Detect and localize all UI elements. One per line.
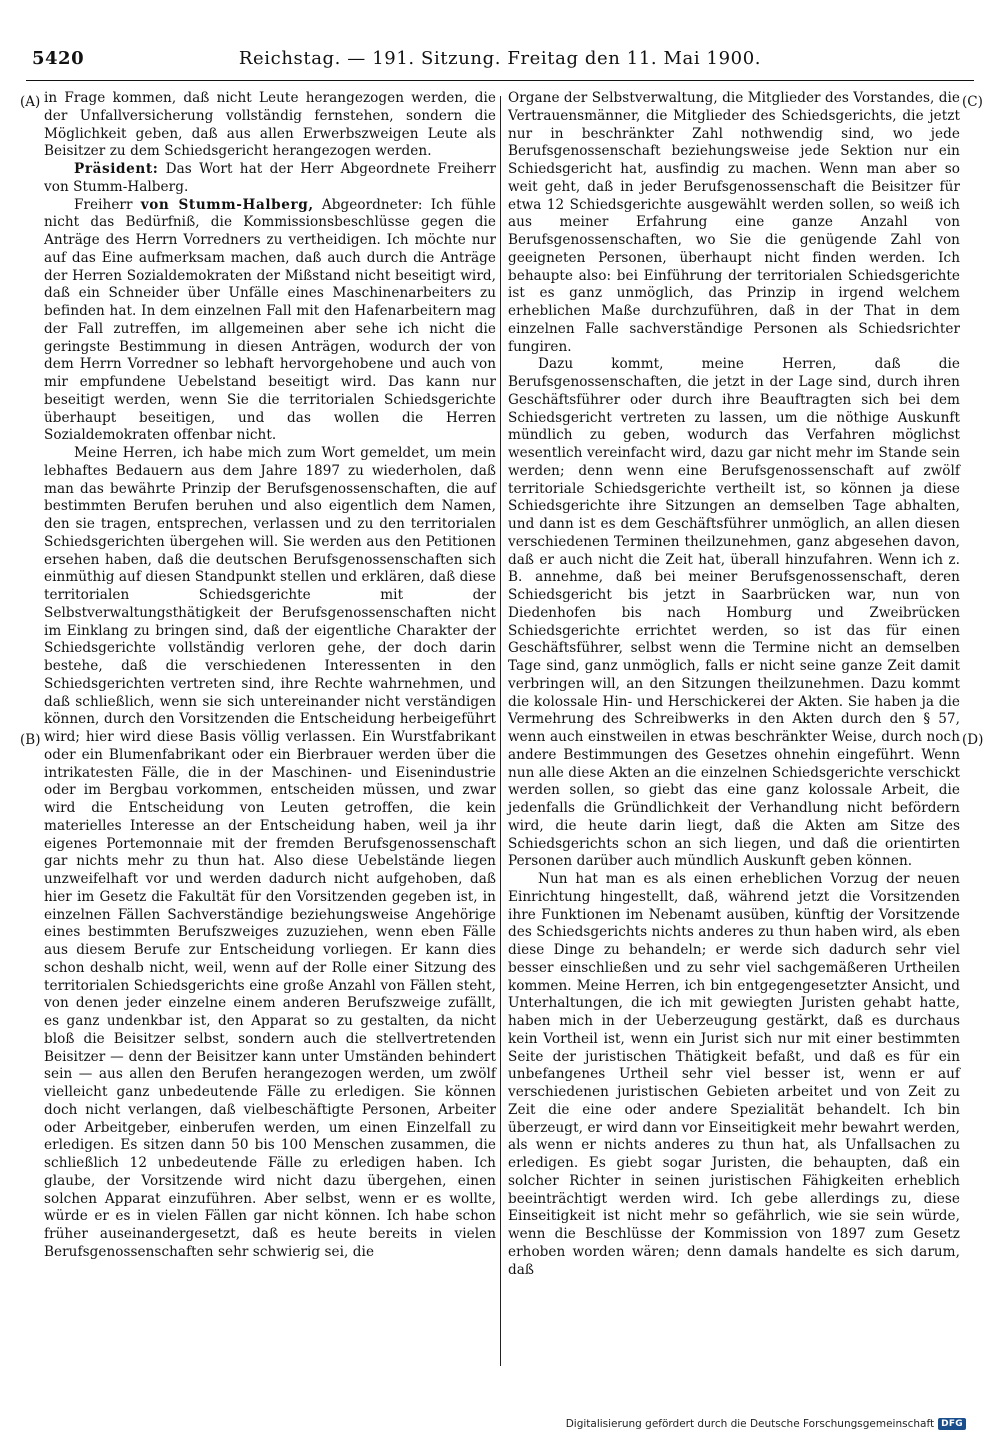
margin-marker-a: (A): [20, 94, 41, 110]
credit-text: Digitalisierung gefördert durch die Deutsche Forschungsgemeinschaft: [565, 1418, 935, 1430]
dfg-logo: DFG: [938, 1418, 966, 1430]
paragraph: [44, 161, 496, 197]
margin-marker-c: (C): [962, 94, 983, 110]
paragraph: [44, 197, 496, 446]
speaker-name: von Stumm-Halberg,: [140, 196, 314, 213]
speech-text: Abgeordneter: Ich fühle nicht das Bedürfniß, die Kommissionsbeschlüsse gegen die Anträge des Herrn Vorredners zu vertheidigen. Ich möchte nur auf das Eine aufmerksam machen, daß auch durch die Anträge der Herren Sozialdemokraten der Mißstand nicht beseitigt wird, daß ein Schneider über Unfälle eines Maschinenarbeiters zu befinden hat. In dem einzelnen Fall mit den Hafenarbeitern mag der Fall zutreffen, im allgemeinen aber sehe ich nicht die geringste Bestimmung in diesen Anträgen, wodurch der von dem Herrn Vorredner so lebhaft hervorgehobene und auch von mir empfundene Uebelstand beseitigt wird. Das kann nur beseitigt werden, wenn Sie die territorialen Schiedsgerichte überhaupt beseitigen, und das wollen die Herren Sozialdemokraten offenbar nicht.: [44, 196, 497, 444]
speaker-name: Präsident:: [74, 161, 159, 177]
right-column: [508, 90, 960, 1279]
left-column: [44, 90, 496, 1262]
column-divider: [500, 96, 501, 1366]
margin-marker-b: (B): [20, 732, 41, 748]
page-number: 5420: [32, 48, 85, 69]
paragraph: Organe der Selbstverwaltung, die Mitglieder des Vorstandes, die Vertrauensmänner, die Mitglieder des Schiedsgerichts, die jetzt nur in beschränkter Zahl nothwendig sind, wo jede Berufsgenossenschaft beziehungsweise jede Sektion nur ein Schiedsgericht hat, ausfindig zu machen. Wenn man aber so weit geht, daß in jeder Berufsgenossenschaft die Beisitzer für etwa 12 Schiedsgerichte ausgewählt werden sollen, so weiß ich aus meiner Erfahrung eine ganze Anzahl von Berufsgenossenschaften, wo Sie die genügende Zahl von geeigneten Personen, überhaupt nicht finden werden. Ich behaupte also: bei Einführung der territorialen Schiedsgerichte ist es ganz unmöglich, das Prinzip in irgend welchem erheblichen Maße durchzuführen, daß in der That in dem einzelnen Falle sachverständige Personen als Schiedsrichter fungiren.: [508, 90, 960, 355]
speech-text: Das Wort hat der Herr Abgeordnete Freiherr von Stumm-Halberg.: [44, 161, 496, 195]
header-rule: [26, 80, 974, 81]
digitization-credit: [566, 1418, 966, 1430]
speaker-title: Freiherr: [74, 196, 141, 213]
page-header: [26, 46, 974, 74]
paragraph: in Frage kommen, daß nicht Leute herangezogen werden, die der Unfallversicherung vollständig fernstehen, sondern die Möglichkeit geben, daß aus allen Erwerbszweigen Leute als Beisitzer zu dem Schiedsgericht herangezogen werden.: [44, 90, 496, 160]
paragraph: Nun hat man es als einen erheblichen Vorzug der neuen Einrichtung hingestellt, daß, während jetzt die Vorsitzenden ihre Funktionen im Nebenamt ausüben, künftig der Vorsitzende des Schiedsgerichts nichts anderes zu thun haben wird, als eben diese Dinge zu behandeln; er werde sich dadurch sehr viel besser einschließen und zu sehr viel sachgemäßeren Urtheilen kommen. Meine Herren, ich bin entgegengesetzter Ansicht, und Unterhaltungen, die ich mit gewiegten Juristen gehabt hatte, haben mich in der Ueberzeugung gestärkt, daß es durchaus kein Vortheil ist, wenn ein Jurist sich nur mit einer bestimmten Seite der juristischen Thätigkeit befaßt, und daß es für ein unbefangenes Urtheil sehr viel besser ist, wenn er auf verschiedenen juristischen Gebieten arbeitet und von Zeit zu Zeit die eine oder andere Spezialität behandelt. Ich bin überzeugt, er wird dann vor Einseitigkeit mehr bewahrt werden, als wenn er nichts anderes zu thun hat, als Unfallsachen zu erledigen. Es giebt sogar Juristen, die behaupten, daß ein solcher Richter in seinen juristischen Fähigkeiten erheblich beeinträchtigt werden wird. Ich gebe allerdings zu, diese Einseitigkeit ist nicht mehr so gefährlich, wie sie sein würde, wenn die Beschlüsse der Kommission von 1897 zum Gesetz erhoben worden wären; denn damals handelte es sich darum, daß: [508, 871, 960, 1278]
running-head: Reichstag. — 191. Sitzung. Freitag den 11. Mai 1900.: [238, 48, 762, 69]
margin-marker-d: (D): [962, 732, 984, 748]
paragraph: Meine Herren, ich habe mich zum Wort gemeldet, um mein lebhaftes Bedauern aus dem Jahre 1897 zu wiederholen, daß man das bewährte Prinzip der Berufsgenossenschaften, die auf bestimmten Berufen beruhen und also eigentlich dem Namen, den sie tragen, entsprechen, verlassen und zu den territorialen Schiedsgerichten übergehen will. Sie werden aus den Petitionen ersehen haben, daß die deutschen Berufsgenossenschaften sich einmüthig auf diesen Standpunkt stellen und erklären, daß diese territorialen Schiedsgerichte mit der Selbstverwaltungsthätigkeit der Berufsgenossenschaften nicht im Einklang zu bringen sind, daß der eigentliche Charakter der Schiedsgerichte vollständig verloren gehe, der doch darin bestehe, daß die verschiedenen Interessenten in den Schiedsgerichten vertreten sind, ihre Rechte wahrnehmen, und daß schließlich, wenn sie sich untereinander nicht verständigen können, durch den Vorsitzenden die Entscheidung herbeigeführt wird; hier wird diese Basis völlig verlassen. Ein Wurstfabrikant oder ein Blumenfabrikant oder ein Bierbrauer werden über die intrikatesten Fälle, die in der Maschinen- und Eisenindustrie oder im Bergbau vorkommen, entscheiden müssen, und zwar wird die Entscheidung von Leuten getroffen, die kein materielles Interesse an der Entscheidung haben, weil ja ihr eigenes Portemonnaie mit der fremden Berufsgenossenschaft gar nichts mehr zu thun hat. Also diese Uebelstände liegen unzweifelhaft vor und werden dadurch nicht aufgehoben, daß hier im Gesetz die Fakultät für den Vorsitzenden gegeben ist, in einzelnen Fällen Sachverständige beziehungsweise Angehörige eines bestimmten Berufszweiges zuzuziehen, wenn eben Fälle aus diesem Berufe zur Entscheidung vorliegen. Er kann dies schon deshalb nicht, weil, wenn auf der Rolle einer Sitzung des territorialen Schiedsgerichts eine große Anzahl von Fällen steht, von denen jeder einzelne einem anderen Berufszweige zufällt, es ganz undenkbar ist, den Apparat so zu gestalten, da nicht bloß die Beisitzer selbst, sondern auch die stellvertretenden Beisitzer — denn der Beisitzer kann unter Umständen behindert sein — aus allen den Berufen herangezogen werden, um zwölf vielleicht ganz unbedeutende Fälle zu erledigen. Sie können doch nicht verlangen, daß vielbeschäftigte Personen, Arbeiter oder Arbeitgeber, einberufen werden, um einen Einzelfall zu erledigen. Es sitzen dann 50 bis 100 Menschen zusammen, die schließlich 12 unbedeutende Fälle zu erledigen haben. Ich glaube, der Vorsitzende wird nicht dazu übergehen, einen solchen Apparat einzuführen. Aber selbst, wenn er es wollte, würde er es in vielen Fällen gar nicht können. Ich habe schon früher auseinandergesetzt, daß es heute bereits in vielen Berufsgenossenschaften sehr schwierig sei, die: [44, 445, 496, 1260]
paragraph: Dazu kommt, meine Herren, daß die Berufsgenossenschaften, die jetzt in der Lage sind, durch ihren Geschäftsführer oder durch ihre Beauftragten sich bei dem Schiedsgericht vertreten zu lassen, um die nöthige Auskunft mündlich zu geben, wodurch das Verfahren möglichst wesentlich vereinfacht wird, dazu gar nicht mehr im Stande sein werden; denn wenn eine Berufsgenossenschaft auf zwölf territoriale Schiedsgerichte vertheilt ist, so können ja diese Schiedsgerichte ihre Sitzungen an demselben Tage abhalten, und dann ist es dem Geschäftsführer unmöglich, an allen diesen verschiedenen Terminen theilzunehmen, ganz abgesehen davon, daß er auch nicht die Zeit hat, überall hinzufahren. Wenn ich z. B. annehme, daß bei meiner Berufsgenossenschaft, deren Schiedsgericht bis jetzt in Saarbrücken war, nun von Diedenhofen bis nach Homburg und Zweibrücken Schiedsgerichte errichtet werden, so ist das für einen Geschäftsführer, selbst wenn die Termine nicht an demselben Tage sind, ganz unmöglich, falls er nicht seine ganze Zeit damit verbringen will, an den Sitzungen theilzunehmen. Dazu kommt die kolossale Hin- und Herschickerei der Akten. Sie haben ja die Vermehrung des Schreibwerks in den Akten durch den § 57, wenn auch einstweilen in etwas beschränkter Weise, durch noch andere Bestimmungen des Gesetzes ohnehin eingeführt. Wenn nun alle diese Akten an die einzelnen Schiedsgerichte verschickt werden sollen, so giebt das eine ganz kolossale Arbeit, die jedenfalls die Gründlichkeit der Verhandlung nicht befördern wird, die heute darin liegt, daß die Akten am Sitze des Schiedsgerichts schon an sich liegen, und daß die orientirten Personen darüber auch mündlich Auskunft geben können.: [508, 356, 960, 870]
